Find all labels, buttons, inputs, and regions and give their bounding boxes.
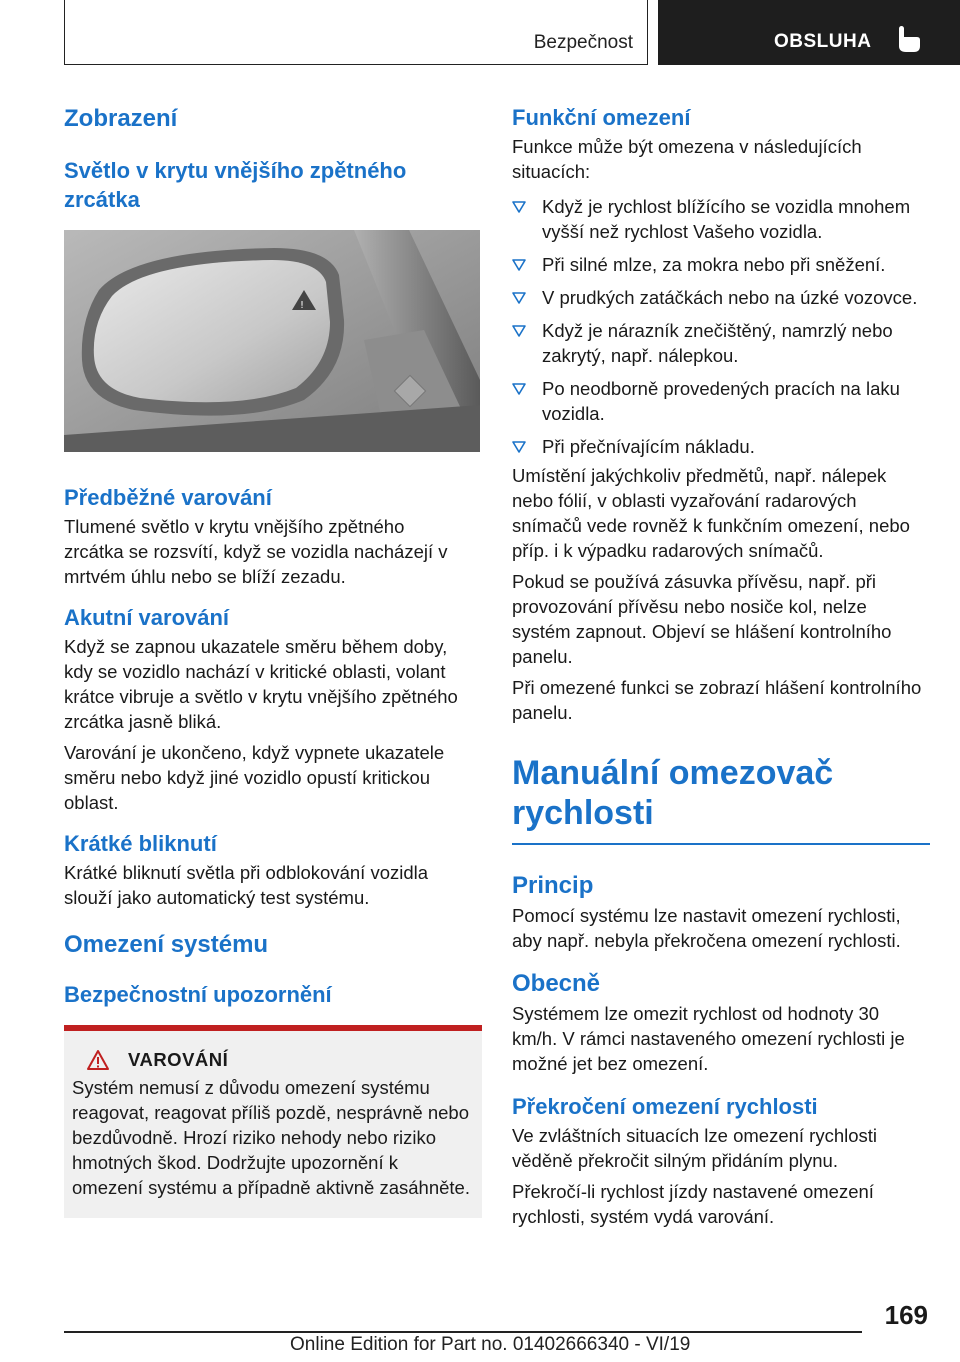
list-item: Po neodborně provedených pracích na laku vozidla.	[512, 376, 930, 426]
bullet-triangle-icon	[512, 201, 526, 213]
header-chapter-box	[658, 0, 960, 65]
text-exceed-2: Překročí-li rychlost jízdy nastavené omezení rychlosti, systém vydá varování.	[512, 1180, 874, 1227]
text-principle: Pomocí systému lze nastavit omezení rychlosti, aby např. nebyla překročena omezení rychlosti.	[512, 904, 901, 951]
svg-text:!: !	[300, 300, 305, 311]
heading-display: Zobrazení	[64, 105, 178, 132]
bullet-triangle-icon	[512, 325, 526, 337]
bullet-triangle-icon	[512, 383, 526, 395]
mirror-image	[64, 230, 480, 452]
list-item: V prudkých zatáčkách nebo na úzké vozovce.	[512, 285, 930, 310]
right-column	[512, 100, 930, 1229]
bullet-triangle-icon	[512, 441, 526, 453]
warning-title: VAROVÁNÍ	[128, 1049, 229, 1070]
heading-manual-speed-limiter: Manuální omezovač rychlosti	[512, 754, 834, 832]
heading-principle: Princip	[512, 871, 594, 899]
heading-acute-warning: Akutní varování	[64, 605, 230, 630]
bullet-triangle-icon	[512, 259, 526, 271]
text-pre-warning: Tlumené světlo v krytu vnějšího zpětného zrcátka se rozsvítí, když se vozidla nacházejí v mrtvém úhlu nebo se blíží zezadu.	[64, 516, 448, 587]
text-functional-3: Pokud se používá zásuvka přívěsu, např. při provozování přívěsu nebo nosiče kol, nelze systém zapnout. Objeví se hlášení kontrolního panelu.	[512, 571, 892, 667]
bullet-triangle-icon	[512, 292, 526, 304]
heading-short-flash: Krátké bliknutí	[64, 831, 217, 856]
functional-limits-list	[512, 194, 930, 459]
warning-text: Systém nemusí z důvodu omezení systému reagovat, reagovat příliš pozdě, nesprávně nebo bezdůvodně. Hrozí riziko nehody nebo riziko hmotných škod. Dodržujte upozornění k omezení systému a případně aktivně zasáhněte.	[72, 1077, 470, 1198]
warning-triangle-icon	[86, 1049, 110, 1071]
heading-safety-notes: Bezpečnostní upozornění	[64, 982, 332, 1007]
text-functional-4: Při omezené funkci se zobrazí hlášení kontrolního panelu.	[512, 677, 922, 723]
left-column	[64, 100, 482, 1218]
page-number: 169	[884, 1300, 928, 1330]
warning-title-row	[86, 1049, 474, 1071]
text-acute-warning-1: Když se zapnou ukazatele směru během doby, kdy se vozidlo nachází v kritické oblasti, volant krátce vibruje a světlo v krytu vnějšího zpětného zrcátka jasně bliká.	[64, 636, 458, 732]
heading-pre-warning: Předběžné varování	[64, 485, 272, 510]
heading-system-limits: Omezení systému	[64, 931, 269, 958]
heading-exceed-limit: Překročení omezení rychlosti	[512, 1093, 818, 1119]
heading-functional-limits: Funkční omezení	[512, 105, 691, 130]
text-exceed-1: Ve zvláštních situacích lze omezení rychlosti věděně překročit silným přidáním plynu.	[512, 1124, 878, 1171]
list-item: Při přečnívajícím nákladu.	[512, 434, 930, 459]
footer-edition: Online Edition for Part no. 01402666340 - VI/19	[290, 1334, 691, 1355]
text-general: Systémem lze omezit rychlost od hodnoty 30 km/h. V rámci nastaveného omezení rychlosti je možné jet bez omezení.	[512, 1002, 905, 1074]
header-chapter-title: OBSLUHA	[774, 31, 872, 52]
header-section-title: Bezpečnost	[533, 32, 633, 53]
heading-underline	[512, 843, 930, 845]
warning-box	[64, 1025, 482, 1218]
heading-mirror-light: Světlo v krytu vnějšího zpětného zrcátka	[64, 158, 407, 212]
text-short-flash: Krátké bliknutí světla při odblokování vozidla slouží jako automatický test systému.	[64, 862, 429, 908]
list-item: Když je nárazník znečištěný, namrzlý nebo zakrytý, např. nálepkou.	[512, 318, 930, 368]
text-functional-2: Umístění jakýchkoliv předmětů, např. nálepek nebo fólií, v oblasti vyzařování radarových snímačů vede rovněž k funkčním omezení, nebo příp. i k výpadku radarových snímačů.	[512, 465, 910, 561]
text-functional-intro: Funkce může být omezena v následujících situacích:	[512, 136, 862, 182]
heading-general: Obecně	[512, 969, 601, 997]
list-item: Když je rychlost blížícího se vozidla mnohem vyšší než rychlost Vašeho vozidla.	[512, 194, 930, 244]
header-section-box	[64, 0, 648, 65]
text-acute-warning-2: Varování je ukončeno, když vypnete ukazatele směru nebo když jiné vozidlo opustí kritickou oblast.	[64, 742, 445, 813]
footer-divider	[64, 1331, 862, 1333]
hand-pointer-icon	[896, 24, 922, 54]
mirror-illustration	[64, 230, 480, 452]
list-item: Při silné mlze, za mokra nebo při sněžení.	[512, 252, 930, 277]
